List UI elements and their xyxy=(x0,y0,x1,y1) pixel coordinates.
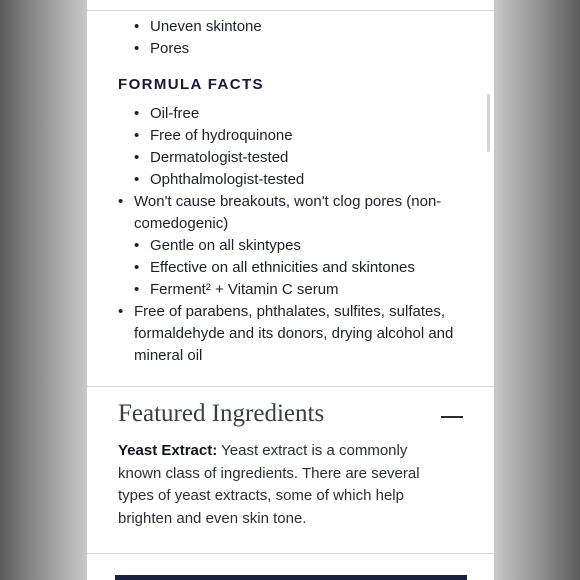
featured-ingredients-title[interactable]: Featured Ingredients xyxy=(118,400,325,427)
list-item: • Uneven skintone xyxy=(134,18,262,35)
list-item: • Oil-free xyxy=(134,105,200,122)
list-item: • Effective on all ethnicities and skintones xyxy=(134,259,415,276)
list-item: • Pores xyxy=(134,40,190,57)
top-divider xyxy=(87,0,494,11)
section-divider xyxy=(87,386,494,387)
list-item: • Dermatologist-tested xyxy=(134,149,289,166)
scrollbar[interactable] xyxy=(487,94,490,152)
list-item: • Gentle on all skintypes xyxy=(134,237,301,254)
list-item: • Ferment² + Vitamin C serum xyxy=(134,281,339,298)
list-item: • Free of parabens, phthalates, sulfites, sulfates, formaldehyde and its donors, drying alcohol and mineral oil xyxy=(118,303,454,364)
minus-icon[interactable] xyxy=(441,416,463,418)
ingredient-description xyxy=(118,440,448,530)
ingredient-name: Yeast Extract: xyxy=(118,442,218,459)
formula-facts-heading: FORMULA FACTS xyxy=(118,76,264,93)
product-details-panel xyxy=(87,0,494,580)
list-item: • Ophthalmologist-tested xyxy=(134,171,305,188)
bottom-bar[interactable] xyxy=(115,575,467,580)
list-item: • Free of hydroquinone xyxy=(134,127,293,144)
section-divider xyxy=(87,553,494,554)
ingredient-description-text: Yeast extract is a commonly known class of ingredients. There are several types of yeast extracts, some of which help brighten and even skin tone. xyxy=(118,442,420,527)
list-item: • Won't cause breakouts, won't clog pores (non-comedogenic) xyxy=(118,193,442,232)
